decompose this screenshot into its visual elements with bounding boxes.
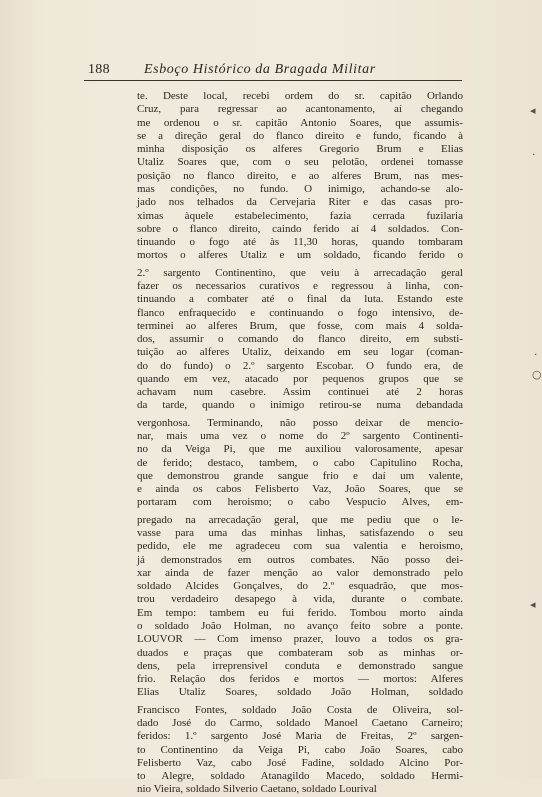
text-line: Francisco Fontes, soldado João Costa de Oliveira, sol- [137,703,463,716]
text-line: Felisberto Vaz, cabo José Fadine, soldado Alcino Por- [137,756,463,769]
text-line: o soldado João Holman, no avanço feito sobre a ponte. [137,619,463,632]
text-line: achavam num casebre. Assim continuei até 2 horas [137,386,463,399]
text-line: da tarde, quando o inimigo retirou-se numa debandada [137,399,463,412]
text-line: me ordenou o sr. capitão Antonio Soares, que assumis- [137,116,463,129]
text-line: flanco enfraquecido e continuando o fogo intensivo, de- [137,306,463,319]
text-line: Cruz, para regressar ao acantonamento, aí chegando [137,103,463,116]
text-line: Em tempo: tambem eu fui ferido. Tombou morto ainda [137,606,463,619]
text-line: sobre o flanco direito, caindo ferido aí 4 soldados. Con- [137,222,463,235]
text-line: portaram com heroismo; o cabo Vespucio Alves, em- [137,496,463,509]
text-line: se a direção geral do flanco direito e fundo, ficando à [137,129,463,142]
text-line: xar ainda de fazer menção ao valor demonstrado pelo [137,566,463,579]
text-line: jado nos telhados da Cervejaria Riter e das casas pro- [137,196,463,209]
text-line: to Alegre, soldado Atanagildo Macedo, soldado Hermi- [137,770,463,783]
text-line: tuição ao alferes Utaliz, deixando em seu logar (coman- [137,346,463,359]
text-line: pedido, ele me agradeceu com sua valentia e heroismo, [137,540,463,553]
text-line: minha disposição os alferes Gregorio Brum e Elias [137,143,463,156]
text-line: e ainda os cabos Felisberto Vaz, João Soares, que se [137,483,463,496]
text-line: dos, assumir o comando do flanco direito, em substi- [137,333,463,346]
text-line: soldado Alcides Gonçalves, do 2.º esquadrão, que mos- [137,580,463,593]
page-number: 188 [88,62,110,77]
text-line: vergonhosa. Terminando, não posso deixar de mencio- [137,416,463,429]
text-line: ximas àquele estabelecimento, fazia cerrada fuzilaria [137,209,463,222]
text-line: terminei ao alferes Brum, que fosse, com mais 4 solda- [137,319,463,332]
text-line: dens, pela irreprensivel conduta e demonstrado sangue [137,659,463,672]
running-title: Esboço Histórico da Bragada Militar [144,62,376,77]
text-line: duados e praças que combateram sob as minhas or- [137,646,463,659]
text-line: mas condições, no fundo. O inimigo, achando-se alo- [137,182,463,195]
text-line: no da Veiga Pi, que me auxiliou valorosamente, apesar [137,443,463,456]
text-line: quando em vez, atacado por pequenos grupos que se [137,372,463,385]
margin-mark-icon: ◂ [530,598,536,611]
text-line: frio. Relação dos feridos e mortos — mortos: Alferes [137,673,463,686]
text-line: trou verdadeiro desapego à vida, durante o combate. [137,593,463,606]
text-line: tinuando a combater até o final da luta. Estando este [137,293,463,306]
text-line: mortos o alferes Utaliz e um soldado, ficando ferido o [137,249,463,262]
text-line: de ferido; destaco, tambem, o cabo Capitulino Rocha, [137,456,463,469]
page-header [88,62,460,82]
text-line: posição no flanco direito, e ao alferes Brum, nas mes- [137,169,463,182]
margin-dot-icon: · [532,148,536,161]
text-line: vasse para uma das minhas linhas, satisfazendo o seu [137,527,463,539]
text-line: Utaliz Soares que, com o seu pelotão, ordenei tomasse [137,156,463,169]
body-text [137,90,463,797]
margin-dot-icon: · [534,348,538,361]
text-line: nar, mais uma vez o nome do 2º sargento Continenti- [137,430,463,443]
margin-circle-icon: ○ [532,368,542,381]
text-line: já demonstrados em outros combates. Não posso dei- [137,553,463,566]
header-rule [84,80,462,81]
text-line: pregado na arrecadação geral, que me pediu que o le- [137,513,463,526]
text-line: que demonstrou grande sangue frio e daí um valente, [137,469,463,482]
text-line: te. Deste local, recebi ordem do sr. capitão Orlando [137,90,463,102]
text-line: 2.º sargento Continentino, que veiu à arrecadação geral [137,266,463,279]
text-line: fazer os necessarios curativos e regressou à linha, con- [137,279,463,292]
text-line: do do fundo) o 2.º sargento Escobar. O fundo era, de [137,359,463,372]
margin-mark-icon: ◂ [530,104,536,117]
text-line: dado José do Carmo, soldado Manoel Caetano Carneiro; [137,716,463,729]
text-line: nio Vieira, soldado Silverio Caetano, soldado Lourival [137,783,377,796]
text-line: Elias Utaliz Soares, soldado João Holman, soldado [137,686,463,699]
text-line: to Continentino da Veiga Pi, cabo João Soares, cabo [137,743,463,756]
text-line: feridos: 1.º sargento José Maria de Freitas, 2º sargen- [137,730,463,743]
text-line: tinuando o fogo até às 11,30 horas, quando tombaram [137,236,463,249]
text-line: LOUVOR — Com imenso prazer, louvo a todos os gra- [137,633,463,646]
